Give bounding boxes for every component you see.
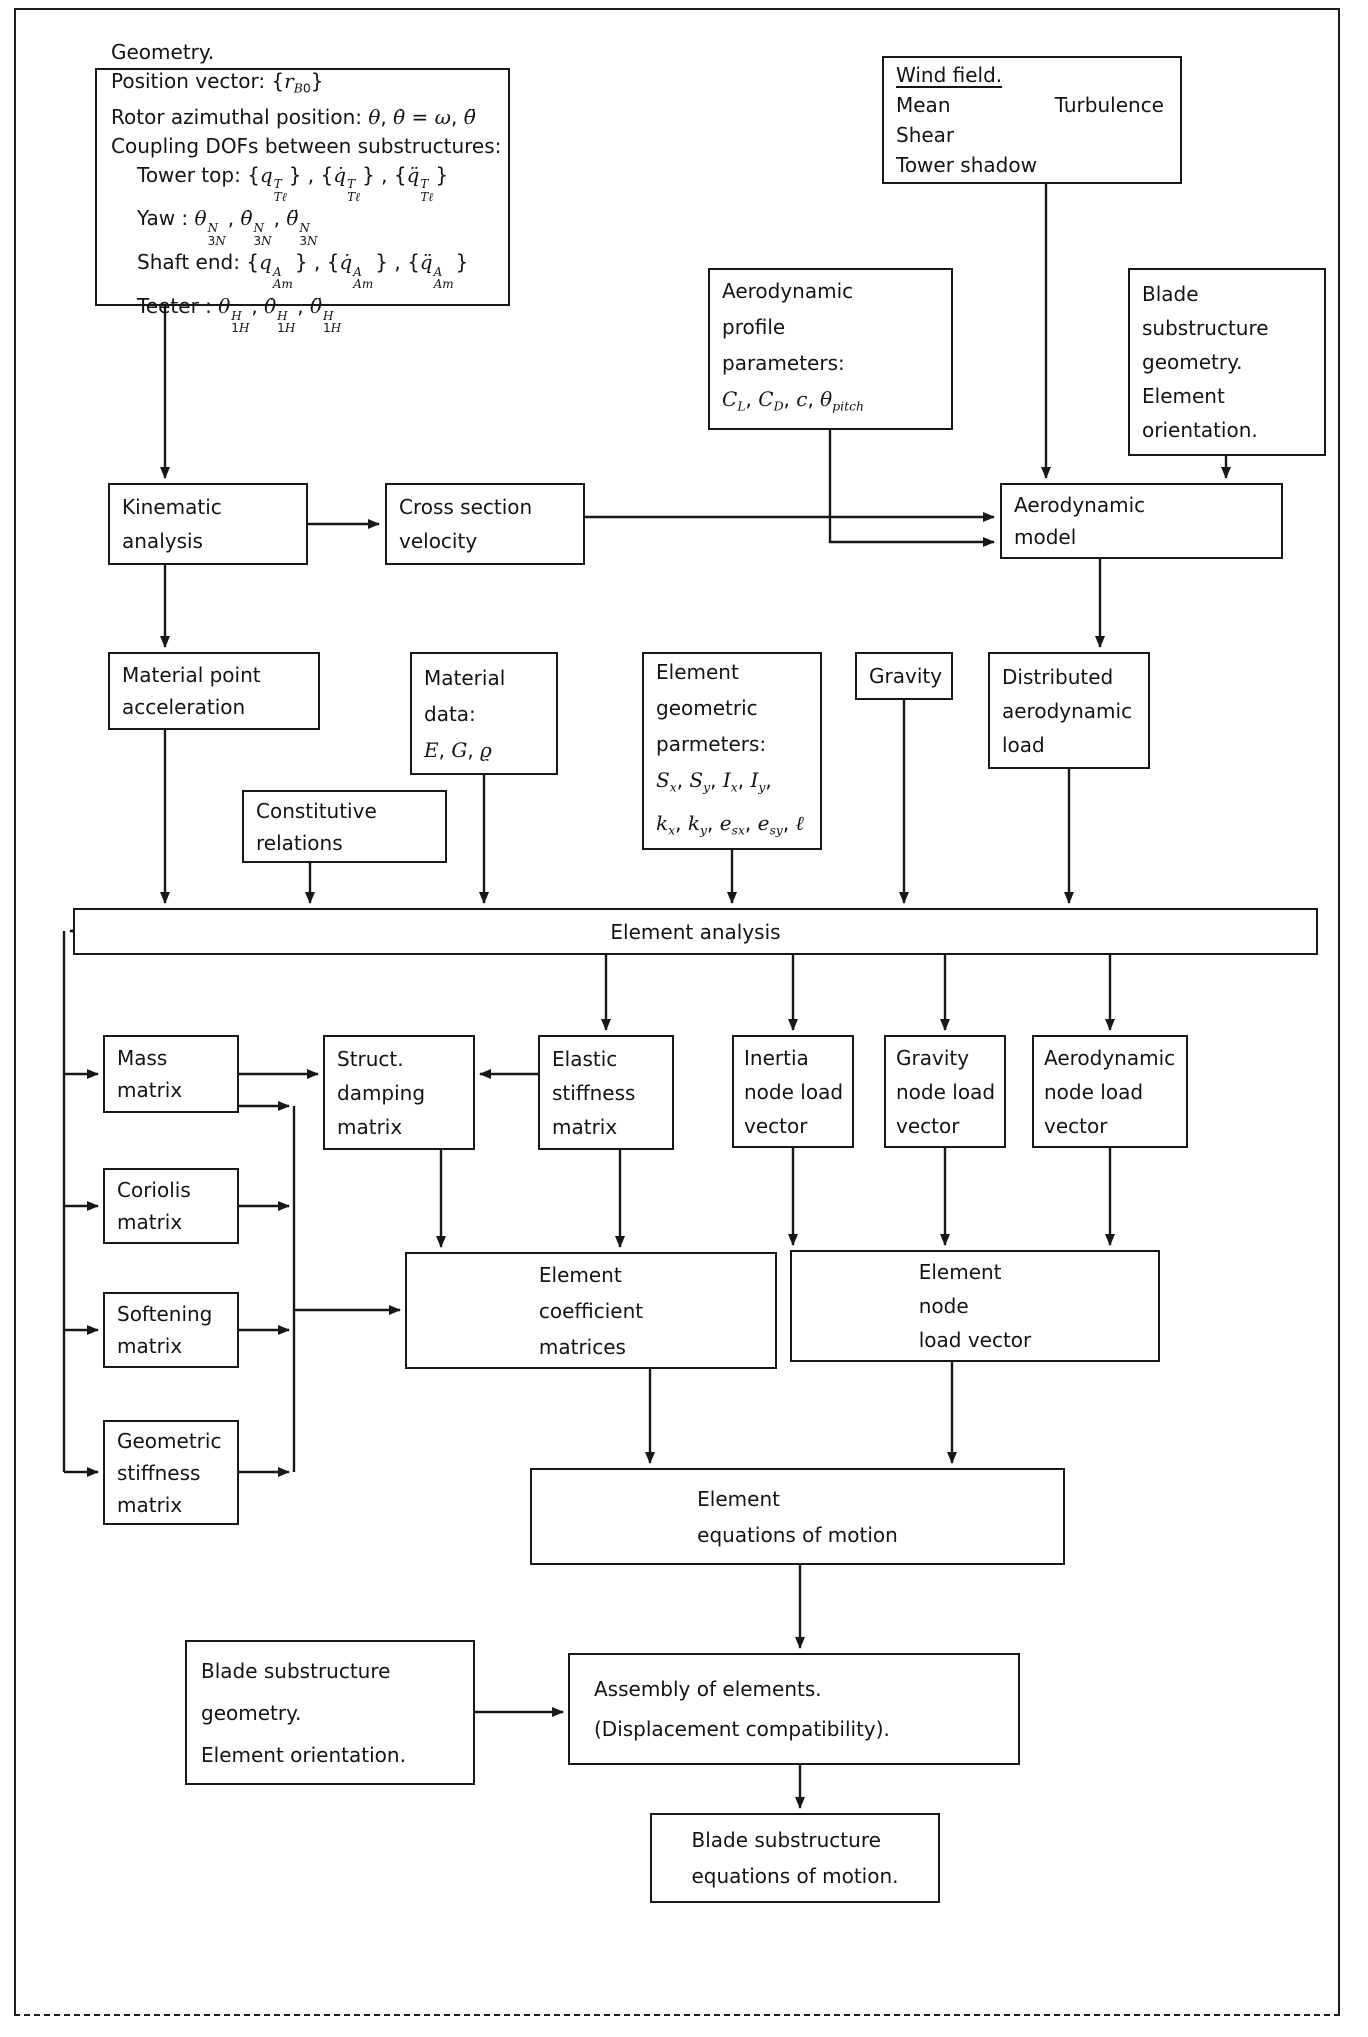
label-line: Element bbox=[538, 1262, 622, 1287]
wind-field-mean: Mean bbox=[896, 93, 951, 117]
label-line: stiffness bbox=[552, 1080, 636, 1105]
label-line: Aerodynamic bbox=[1014, 493, 1146, 517]
label-line: node load bbox=[896, 1079, 996, 1104]
label-line: (Displacement compatibility). bbox=[594, 1717, 890, 1741]
label-line: equations of motion. bbox=[691, 1864, 899, 1888]
box-element-analysis bbox=[73, 908, 1318, 955]
box-material-data bbox=[410, 652, 558, 775]
box-elastic-stiffness-matrix bbox=[538, 1035, 674, 1150]
label-line: Struct. bbox=[337, 1046, 404, 1071]
box-aerodynamic-node-load-vector bbox=[1032, 1035, 1188, 1148]
box-element-node-load-vector bbox=[790, 1250, 1160, 1362]
wind-field-title: Wind field. bbox=[896, 63, 1003, 87]
label-line: Cross section bbox=[399, 495, 533, 519]
label-line: coefficient bbox=[538, 1298, 644, 1323]
label-line: Softening bbox=[117, 1302, 213, 1326]
label-line: matrix bbox=[552, 1114, 618, 1139]
box-coriolis-matrix bbox=[103, 1168, 239, 1244]
label-line: Blade bbox=[1142, 282, 1199, 306]
label-line: Inertia bbox=[744, 1045, 809, 1070]
label-line: acceleration bbox=[122, 695, 246, 719]
box-wind-field bbox=[882, 56, 1182, 184]
label-line: Gravity bbox=[869, 664, 943, 688]
label-line: load vector bbox=[918, 1328, 1032, 1352]
label-line: data: bbox=[424, 701, 476, 726]
box-element-equations-of-motion bbox=[530, 1468, 1065, 1565]
label-line: substructure bbox=[1142, 316, 1269, 340]
yaw-line: Yaw : θ N 3N , θ̇ N 3N , θ̈ N 3N bbox=[137, 206, 318, 248]
box-constitutive-relations bbox=[242, 790, 447, 863]
element-analysis-title: Element analysis bbox=[610, 919, 781, 944]
box-element-geometric-parameters bbox=[642, 652, 822, 850]
arrow-aero-profile-to-aero-model bbox=[830, 430, 994, 542]
label-line: Gravity bbox=[896, 1045, 970, 1070]
box-gravity-node-load-vector bbox=[884, 1035, 1006, 1148]
label-line: geometry. bbox=[1142, 350, 1243, 374]
label-line: damping bbox=[337, 1080, 426, 1105]
box-distributed-aerodynamic-load bbox=[988, 652, 1150, 769]
label-line: matrix bbox=[117, 1210, 183, 1234]
label-line: stiffness bbox=[117, 1460, 201, 1485]
geometric-parameters-math-2: $k_x$, $k_y$, $e_{sx}$, $e_{sy}$, ℓ bbox=[656, 811, 804, 838]
label-line: parmeters: bbox=[656, 731, 767, 756]
box-geometry bbox=[95, 40, 510, 336]
label-line: Constitutive bbox=[256, 798, 377, 823]
material-data-math: E, G, ϱ bbox=[424, 737, 492, 762]
profile-parameters-math: $C_L$, $C_D$, c, $\theta_{pitch}$ bbox=[722, 387, 864, 414]
label-line: matrices bbox=[538, 1334, 626, 1359]
teeter-line: Teeter : θ H 1H , θ̇ H 1H , θ̈ H 1H bbox=[137, 293, 342, 336]
rotor-azimuthal-line: Rotor azimuthal position: θ, θ̇ = ω, θ̈ bbox=[111, 104, 476, 129]
label-line: matrix bbox=[117, 1334, 183, 1358]
label-line: Element bbox=[656, 659, 739, 684]
coupling-dofs-line: Coupling DOFs between substructures: bbox=[111, 133, 502, 158]
box-inertia-node-load-vector bbox=[732, 1035, 854, 1148]
label-line: relations bbox=[256, 830, 343, 855]
box-cross-section-velocity bbox=[385, 483, 585, 565]
box-element-coefficient-matrices bbox=[405, 1252, 777, 1369]
box-geometric-stiffness-matrix bbox=[103, 1420, 239, 1525]
label-line: Elastic bbox=[552, 1046, 618, 1071]
label-block bbox=[691, 1822, 898, 1894]
box-struct-damping-matrix bbox=[323, 1035, 475, 1150]
box-aerodynamic-model bbox=[1000, 483, 1283, 559]
label-line: Blade substructure bbox=[691, 1828, 881, 1852]
label-line: Aerodynamic bbox=[1044, 1045, 1176, 1070]
label-line: load bbox=[1002, 732, 1045, 757]
box-assembly-of-elements bbox=[568, 1653, 1020, 1765]
wind-field-row bbox=[896, 90, 1168, 120]
label-line: analysis bbox=[122, 529, 203, 553]
label-line: Assembly of elements. bbox=[594, 1677, 822, 1701]
box-blade-substructure-top bbox=[1128, 268, 1326, 456]
label-line: Distributed bbox=[1002, 664, 1114, 689]
box-aerodynamic-profile bbox=[708, 268, 953, 430]
label-line: node bbox=[918, 1294, 969, 1318]
label-line: Blade substructure bbox=[201, 1658, 391, 1683]
box-blade-substructure-bottom bbox=[185, 1640, 475, 1785]
label-line: Element bbox=[697, 1486, 780, 1511]
label-line: matrix bbox=[117, 1078, 183, 1102]
label-line: node load bbox=[1044, 1079, 1144, 1104]
label-block bbox=[919, 1255, 1032, 1357]
label-line: Coriolis bbox=[117, 1178, 191, 1202]
label-line: Mass bbox=[117, 1046, 168, 1070]
label-line: orientation. bbox=[1142, 418, 1258, 442]
box-mass-matrix bbox=[103, 1035, 239, 1113]
wind-field-shear: Shear bbox=[896, 123, 955, 147]
label-line: Kinematic bbox=[122, 495, 222, 519]
label-line: parameters: bbox=[722, 351, 845, 376]
label-line: Aerodynamic bbox=[722, 279, 854, 304]
geometry-title: Geometry. bbox=[111, 40, 215, 65]
label-line: matrix bbox=[337, 1114, 403, 1139]
label-block bbox=[697, 1481, 898, 1553]
label-line: matrix bbox=[117, 1492, 183, 1517]
box-gravity bbox=[855, 652, 953, 700]
label-line: Element bbox=[1142, 384, 1225, 408]
label-line: equations of motion bbox=[697, 1522, 898, 1547]
label-line: Element orientation. bbox=[201, 1742, 406, 1767]
box-softening-matrix bbox=[103, 1292, 239, 1368]
label-line: Element bbox=[918, 1260, 1002, 1284]
wind-field-tower-shadow: Tower shadow bbox=[896, 153, 1037, 177]
label-line: Material bbox=[424, 665, 506, 690]
label-line: Material point bbox=[122, 663, 261, 687]
box-blade-substructure-eom bbox=[650, 1813, 940, 1903]
geometric-parameters-math-1: $S_x$, $S_y$, $I_x$, $I_y$, bbox=[656, 767, 772, 794]
label-line: velocity bbox=[399, 529, 478, 553]
label-line: vector bbox=[1044, 1113, 1108, 1138]
label-block bbox=[539, 1257, 643, 1365]
label-line: geometric bbox=[656, 695, 758, 720]
label-line: node load bbox=[744, 1079, 844, 1104]
label-line: profile bbox=[722, 315, 786, 340]
box-material-point-acceleration bbox=[108, 652, 320, 730]
label-line: Geometric bbox=[117, 1428, 222, 1453]
label-line: vector bbox=[896, 1113, 960, 1138]
tower-top-line: Tower top: {q T Tℓ } , {q̇ T Tℓ } , {q̈ T Tℓ } bbox=[137, 162, 449, 204]
shaft-end-line: Shaft end: {q A Am } , {q̇ A Am } , {q̈ A Am } bbox=[137, 250, 469, 292]
label-line: vector bbox=[744, 1113, 808, 1138]
label-line: aerodynamic bbox=[1002, 698, 1133, 723]
box-kinematic-analysis bbox=[108, 483, 308, 565]
label-line: geometry. bbox=[201, 1700, 302, 1725]
position-vector-line: Position vector: $\{r_{B0}\}$ bbox=[111, 69, 324, 96]
wind-field-turbulence: Turbulence bbox=[1054, 93, 1164, 117]
label-line: model bbox=[1014, 525, 1077, 549]
